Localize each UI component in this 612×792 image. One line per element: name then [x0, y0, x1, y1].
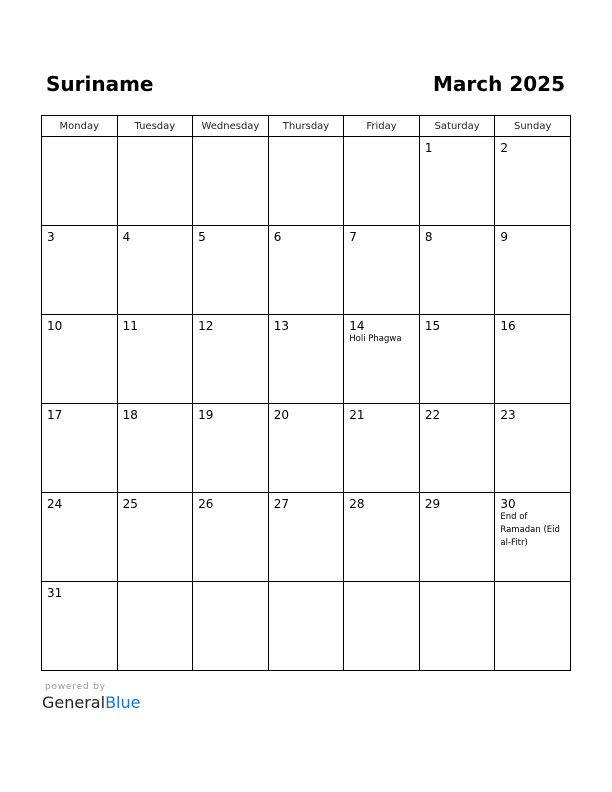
day-cell — [268, 582, 344, 671]
day-cell-content — [269, 137, 344, 141]
weekday-header: Friday — [344, 116, 420, 137]
day-cell-content — [420, 582, 495, 586]
day-cell-content — [495, 226, 570, 244]
day-number: 17 — [47, 408, 63, 422]
day-cell-content — [269, 493, 344, 511]
day-number: 23 — [500, 408, 516, 422]
country-title: Suriname — [46, 72, 154, 96]
day-number: 3 — [47, 230, 55, 244]
day-number: 6 — [273, 230, 282, 244]
day-cell — [495, 493, 571, 582]
day-number: 30 — [500, 497, 516, 511]
day-cell-content — [118, 226, 193, 244]
day-number: 2 — [500, 141, 509, 155]
generalblue-logo[interactable] — [42, 693, 140, 713]
month-title: March 2025 — [433, 72, 565, 96]
day-cell — [193, 226, 269, 315]
day-cell-content — [420, 137, 495, 155]
weekday-header: Thursday — [268, 116, 344, 137]
week-row — [42, 137, 571, 226]
calendar-grid — [41, 115, 571, 671]
weekday-header: Sunday — [495, 116, 571, 137]
day-number: 9 — [500, 230, 509, 244]
day-number: 24 — [47, 497, 63, 511]
day-number: 7 — [349, 230, 357, 244]
day-number: 25 — [122, 497, 138, 511]
day-cell — [117, 493, 193, 582]
day-cell — [193, 315, 269, 404]
weekday-header-row — [42, 116, 571, 137]
day-number: 1 — [424, 141, 433, 155]
day-cell-content — [193, 404, 268, 422]
day-cell-content — [118, 137, 193, 141]
day-cell-content — [193, 226, 268, 244]
day-cell — [42, 137, 118, 226]
day-cell — [495, 582, 571, 671]
day-cell — [344, 493, 420, 582]
day-cell — [42, 226, 118, 315]
day-cell — [495, 137, 571, 226]
day-cell — [117, 404, 193, 493]
day-cell-content — [193, 582, 268, 586]
day-cell — [268, 493, 344, 582]
day-cell-content — [269, 315, 344, 333]
day-cell-content — [42, 226, 117, 244]
day-cell — [495, 226, 571, 315]
day-cell — [419, 404, 495, 493]
day-cell-content — [193, 315, 268, 333]
weekday-header: Wednesday — [193, 116, 269, 137]
week-row — [42, 582, 571, 671]
day-cell-content — [420, 226, 495, 244]
day-cell — [344, 582, 420, 671]
day-cell-content — [495, 404, 570, 422]
day-cell-content — [42, 493, 117, 511]
day-cell — [344, 315, 420, 404]
day-cell-content — [118, 315, 193, 333]
day-cell — [193, 137, 269, 226]
day-cell-content — [344, 582, 419, 586]
day-number: 26 — [198, 497, 214, 511]
day-cell-content — [269, 582, 344, 586]
day-number: 21 — [349, 408, 365, 422]
day-number: 11 — [122, 319, 138, 333]
day-cell-content — [118, 582, 193, 586]
day-cell — [42, 315, 118, 404]
day-number: 28 — [349, 497, 365, 511]
day-cell-content — [42, 404, 117, 422]
day-cell-content — [193, 493, 268, 511]
holiday-label: End of Ramadan (Eid al-Fitr) — [500, 512, 560, 548]
day-cell-content — [344, 315, 419, 346]
holiday-label: Holi Phagwa — [349, 334, 402, 344]
day-cell-content — [495, 493, 570, 550]
day-cell-content — [118, 493, 193, 511]
week-row — [42, 315, 571, 404]
day-cell — [193, 493, 269, 582]
day-cell-content — [344, 137, 419, 141]
day-number: 16 — [500, 319, 516, 333]
day-number: 15 — [424, 319, 441, 333]
day-cell — [117, 226, 193, 315]
weekday-header: Tuesday — [117, 116, 193, 137]
day-cell-content — [495, 315, 570, 333]
day-cell — [268, 315, 344, 404]
day-cell-content — [42, 582, 117, 600]
day-cell — [495, 404, 571, 493]
day-number: 27 — [273, 497, 289, 511]
week-row — [42, 226, 571, 315]
day-number: 8 — [424, 230, 433, 244]
day-cell — [268, 137, 344, 226]
day-cell-content — [42, 315, 117, 333]
day-cell — [117, 582, 193, 671]
day-cell — [344, 226, 420, 315]
day-cell — [268, 404, 344, 493]
day-cell — [419, 226, 495, 315]
day-cell — [42, 404, 118, 493]
day-cell-content — [420, 404, 495, 422]
day-cell-content — [420, 493, 495, 511]
day-cell-content — [193, 137, 268, 141]
day-cell — [419, 493, 495, 582]
week-row — [42, 404, 571, 493]
day-number: 14 — [349, 319, 365, 333]
day-cell — [495, 315, 571, 404]
day-number: 4 — [122, 230, 131, 244]
powered-by-label: powered by — [45, 682, 106, 692]
day-cell — [193, 582, 269, 671]
day-cell — [117, 315, 193, 404]
day-cell-content — [118, 404, 193, 422]
day-number: 20 — [273, 408, 289, 422]
day-number: 5 — [198, 230, 206, 244]
day-cell-content — [495, 582, 570, 586]
day-cell — [419, 137, 495, 226]
day-cell — [42, 582, 118, 671]
day-cell-content — [344, 404, 419, 422]
day-cell-content — [420, 315, 495, 333]
brand-general-text: General — [42, 693, 106, 712]
day-cell — [117, 137, 193, 226]
weekday-header: Saturday — [419, 116, 495, 137]
day-cell — [193, 404, 269, 493]
day-number: 10 — [47, 319, 63, 333]
weekday-header: Monday — [42, 116, 118, 137]
day-cell-content — [344, 226, 419, 244]
day-cell — [344, 137, 420, 226]
day-cell-content — [269, 226, 344, 244]
day-cell — [344, 404, 420, 493]
day-number: 29 — [424, 497, 441, 511]
day-number: 22 — [424, 408, 441, 422]
day-number: 18 — [122, 408, 138, 422]
day-cell-content — [344, 493, 419, 511]
week-row — [42, 493, 571, 582]
day-cell — [268, 226, 344, 315]
day-number: 31 — [47, 586, 63, 600]
day-cell-content — [495, 137, 570, 155]
day-cell — [419, 315, 495, 404]
day-cell-content — [42, 137, 117, 141]
day-cell-content — [269, 404, 344, 422]
day-number: 19 — [198, 408, 214, 422]
day-number: 12 — [198, 319, 214, 333]
brand-blue-text: Blue — [105, 693, 141, 712]
day-cell — [42, 493, 118, 582]
day-cell — [419, 582, 495, 671]
day-number: 13 — [273, 319, 289, 333]
